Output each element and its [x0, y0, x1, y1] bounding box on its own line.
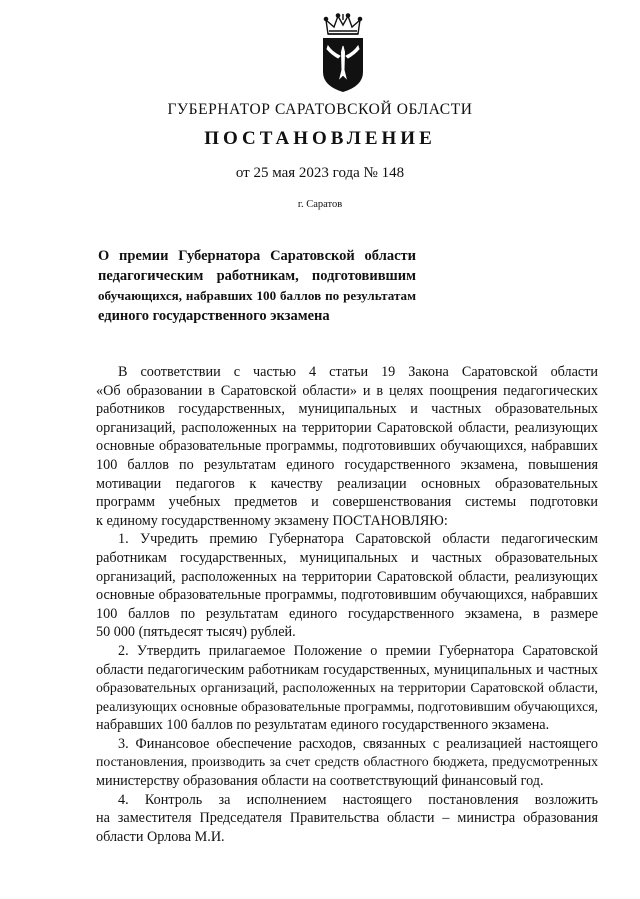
title-line: обучающихся, набравших 100 баллов по результатам [98, 288, 416, 303]
text-line: области педагогическим работникам государственных, муниципальных и частных [96, 661, 598, 678]
text-line: реализующих основные образовательные программы, подготовившим обучающихся, [96, 698, 598, 714]
text-line: 100 баллов по результатам единого государственного экзамена, в размере [96, 605, 598, 622]
preamble-paragraph [96, 363, 598, 530]
coat-of-arms-icon [316, 12, 370, 94]
text-line: В соответствии с частью 4 статьи 19 Закона Саратовской области [118, 364, 598, 380]
text-line: основные образовательные программы, подготовившим обучающихся, набравших [96, 587, 598, 604]
document-city: г. Саратов [297, 199, 343, 210]
text-line: набравших 100 баллов по результатам единого государственного экзамена. [96, 717, 550, 734]
text-line: 3. Финансовое обеспечение расходов, связанных с реализацией настоящего [118, 735, 598, 752]
clause-3-paragraph [96, 735, 598, 791]
text-line: работникам государственных, муниципальных и частных образовательных [96, 549, 598, 566]
document-body [96, 363, 598, 846]
document-date-number: от 25 мая 2023 года № 148 [235, 165, 405, 181]
document-title [98, 246, 416, 326]
text-line: работников государственных, муниципальных и частных образовательных [96, 401, 598, 418]
text-line: постановления, производить за счет средств областного бюджета, предусмотренных [96, 754, 598, 770]
text-line: 1. Учредить премию Губернатора Саратовской области педагогическим [118, 531, 598, 548]
text-line: 4. Контроль за исполнением настоящего постановления возложить [118, 791, 598, 808]
clause-1-paragraph [96, 530, 598, 642]
text-line: к единому государственному экзамену ПОСТАНОВЛЯЮ: [96, 512, 448, 529]
text-line: образовательных организаций, расположенных на территории Саратовской области, [96, 680, 598, 696]
text-line: 100 баллов по результатам единого государственного экзамена, повышения [96, 456, 598, 473]
clause-4-paragraph [96, 791, 598, 847]
text-line: министерству образования области на соответствующий финансовый год. [96, 773, 544, 790]
text-line: программ учебных предметов и совершенствования системы подготовки [96, 494, 598, 511]
text-line: «Об образовании в Саратовской области» и в целях поощрения педагогических [96, 382, 598, 399]
text-line: 50 000 (пятьдесят тысяч) рублей. [96, 624, 296, 641]
text-line: на заместителя Председателя Правительства области – министра образования [96, 810, 598, 827]
title-line: единого государственного экзамена [98, 308, 330, 324]
text-line: области Орлова М.И. [96, 828, 225, 845]
document-type: ПОСТАНОВЛЕНИЕ [204, 128, 436, 149]
text-line: 2. Утвердить прилагаемое Положение о премии Губернатора Саратовской [118, 642, 598, 659]
issuing-authority: ГУБЕРНАТОР САРАТОВСКОЙ ОБЛАСТИ [167, 101, 473, 118]
text-line: организаций, расположенных на территории Саратовской области, реализующих [96, 568, 598, 585]
title-line: педагогическим работникам, подготовившим [98, 268, 416, 284]
text-line: основные образовательные программы, подготовивших обучающихся, набравших [96, 438, 598, 455]
title-line: О премии Губернатора Саратовской области [98, 248, 416, 264]
clause-2-paragraph [96, 642, 598, 735]
text-line: организаций, расположенных на территории Саратовской области, реализующих [96, 419, 598, 436]
text-line: мотивации педагогов к качеству реализации основных образовательных [96, 475, 598, 492]
